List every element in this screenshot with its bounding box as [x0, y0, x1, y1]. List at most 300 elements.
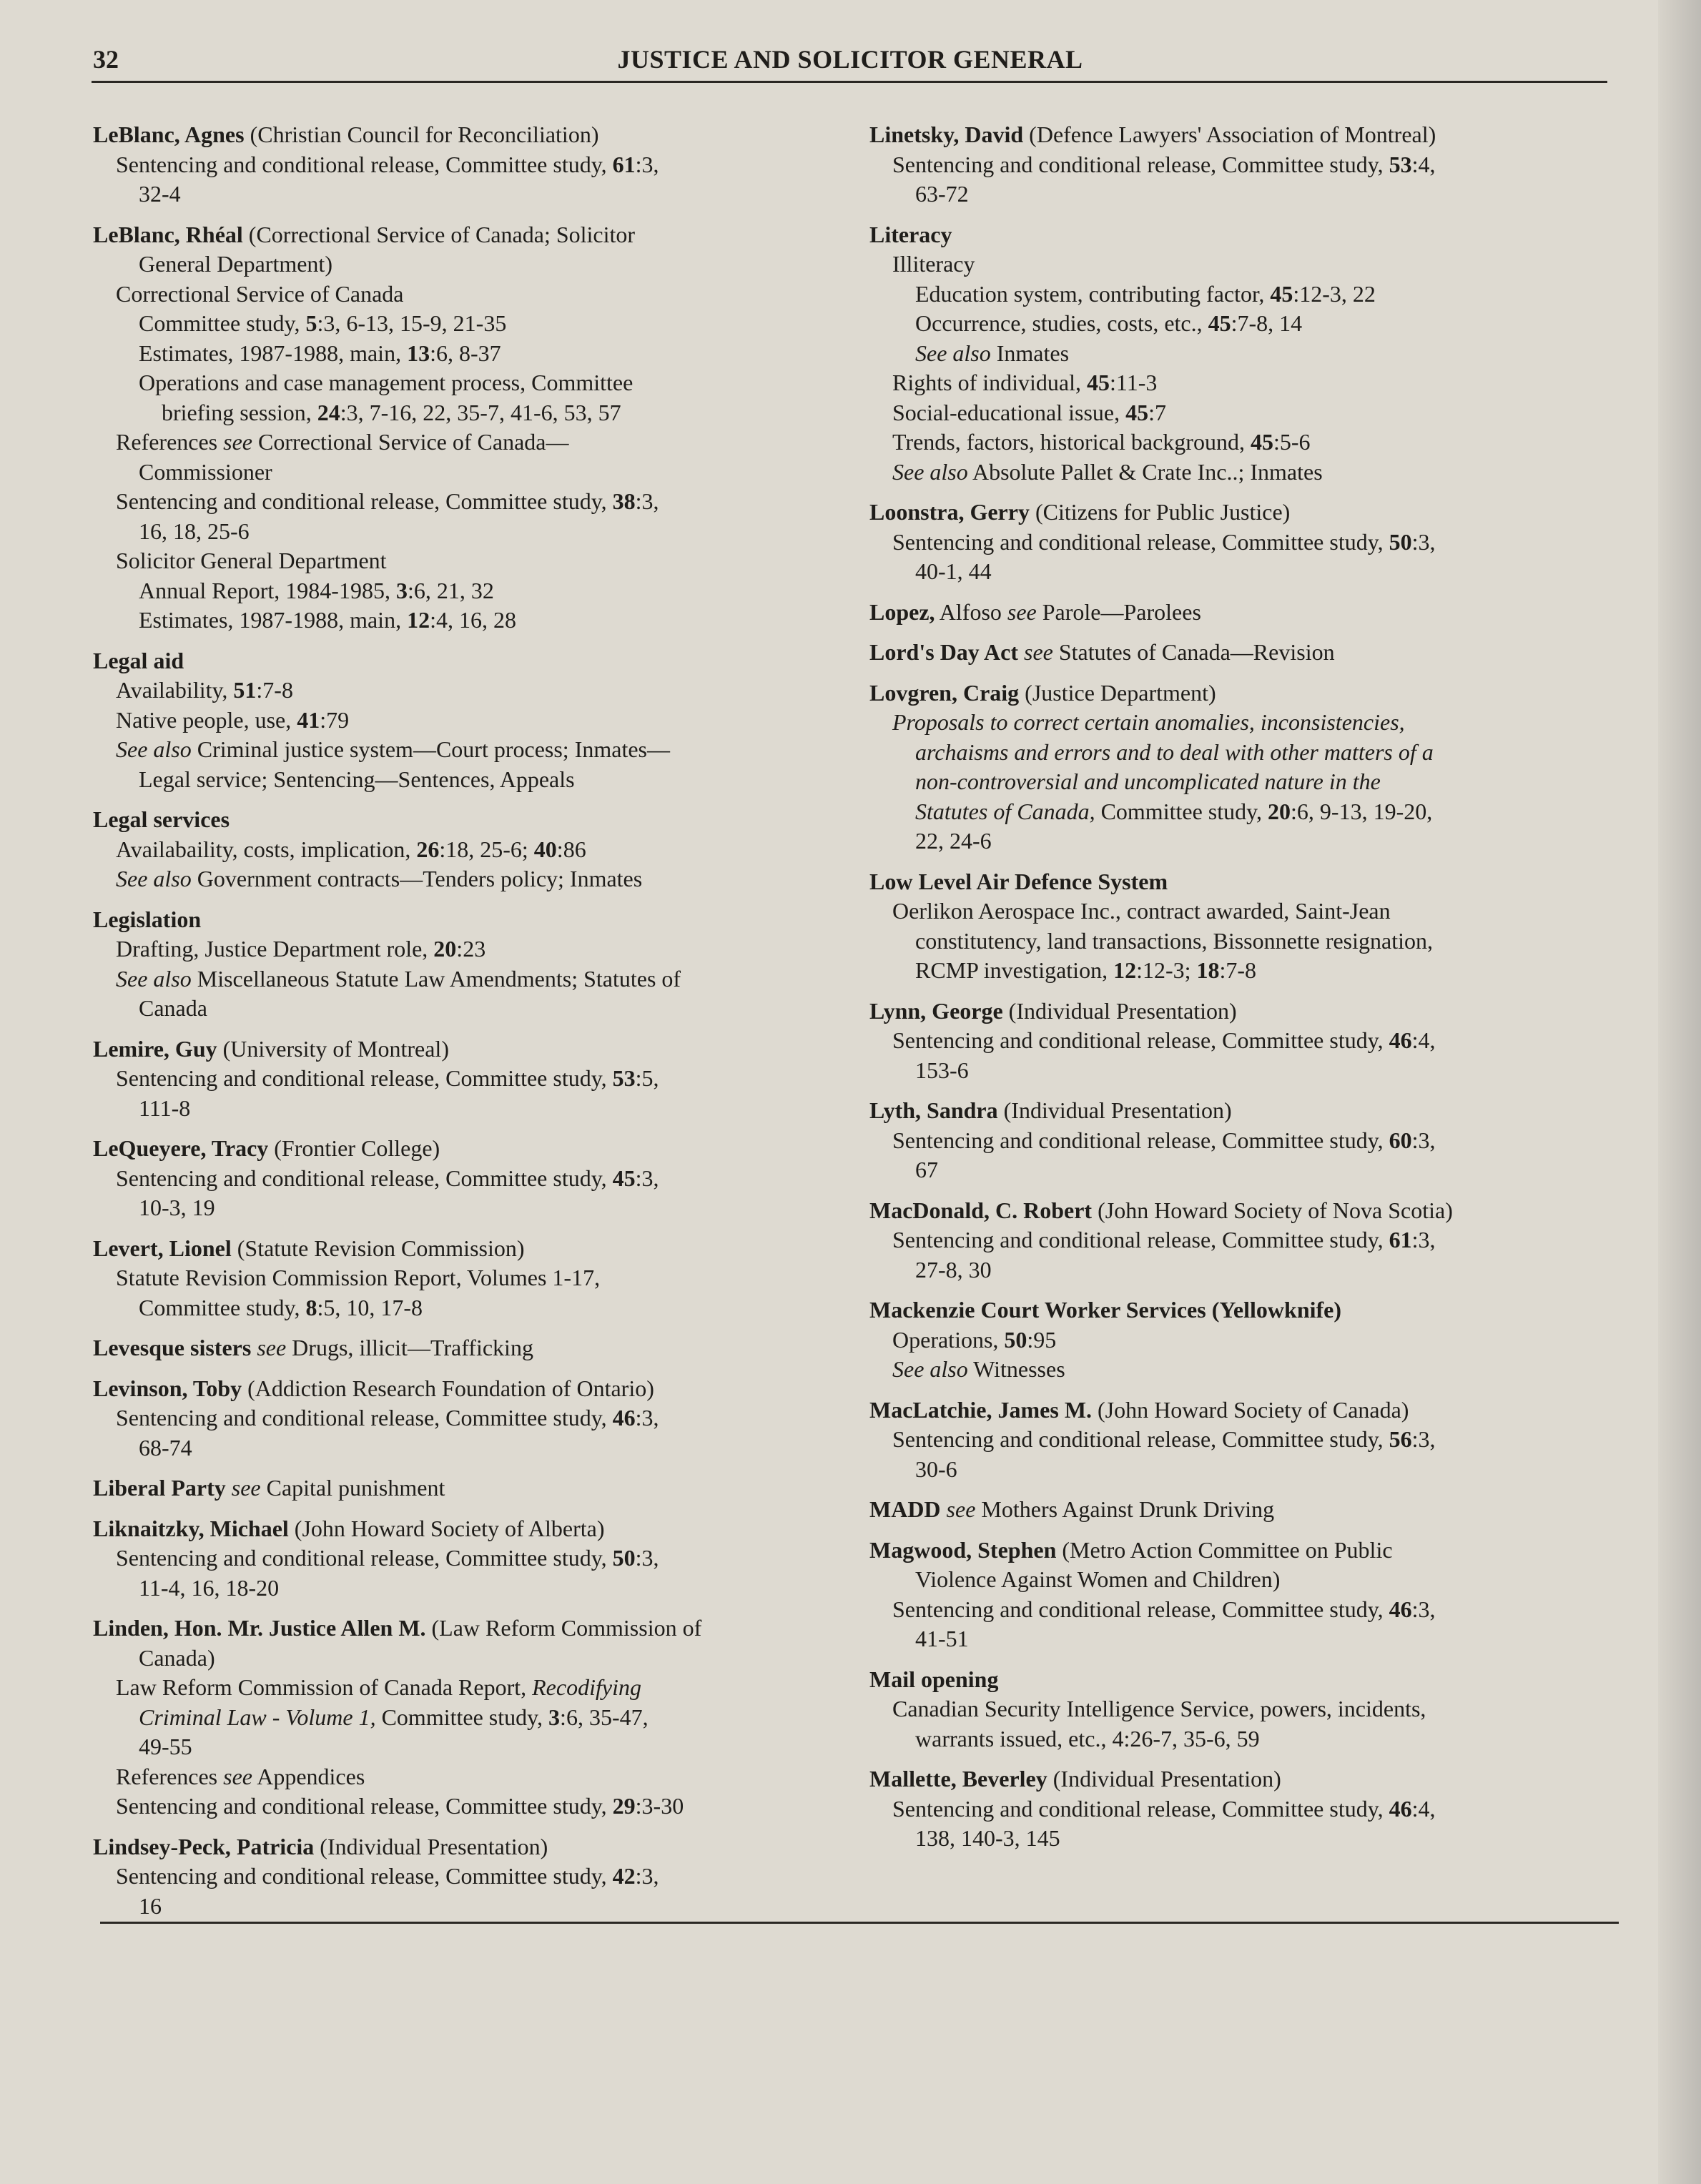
text: (Correctional Service of Canada; Solicitor: [242, 221, 636, 247]
index-subentry-line: [869, 1126, 1613, 1156]
index-entry: [93, 805, 851, 894]
bold-text: 3: [395, 577, 408, 603]
text: (Citizens for Public Justice): [1029, 499, 1291, 525]
index-heading-line: [93, 1514, 851, 1544]
index-entry: [93, 1473, 851, 1503]
bold-text: 38: [612, 488, 636, 514]
index-subentry-line: [93, 735, 851, 765]
index-entry: [93, 120, 851, 209]
text: (Statute Revision Commission): [231, 1235, 525, 1261]
text: Sentencing and conditional release, Committee study,: [892, 1426, 1389, 1452]
bold-text: 45: [612, 1165, 636, 1191]
text: Violence Against Women and Children): [915, 1566, 1281, 1592]
bold-text: 56: [1389, 1426, 1412, 1452]
text: Sentencing and conditional release, Committee study,: [116, 1793, 613, 1819]
page-title: JUSTICE AND SOLICITOR GENERAL: [617, 45, 1083, 74]
index-entry: [93, 1333, 851, 1363]
text: Canada: [139, 995, 207, 1021]
index-heading-line: [869, 1495, 1613, 1525]
text: :3,: [1411, 1426, 1436, 1452]
text: :6, 9-13, 19-20,: [1291, 798, 1433, 824]
index-subentry-line: [93, 458, 851, 488]
text: :3,: [1411, 528, 1436, 555]
italic-text: See also: [116, 965, 192, 992]
text: :3,: [635, 151, 659, 177]
bold-text: Lyth, Sandra: [869, 1097, 998, 1123]
index-entry: [869, 1295, 1613, 1385]
text: (Individual Presentation): [1002, 997, 1237, 1024]
index-subentry-line: [93, 934, 851, 964]
text: Criminal justice system—Court process; Inmates—: [191, 736, 670, 762]
bold-text: 24: [317, 399, 340, 425]
text: Alfoso: [935, 598, 1007, 625]
bold-text: Lynn, George: [869, 997, 1003, 1024]
text: (Individual Presentation): [997, 1097, 1232, 1123]
index-heading-line: [869, 1536, 1613, 1566]
index-subentry-line: [869, 1425, 1613, 1455]
text: Solicitor General Department: [116, 548, 387, 573]
bold-text: LeBlanc, Rhéal: [93, 221, 243, 247]
text: Sentencing and conditional release, Committee study,: [892, 1127, 1389, 1153]
index-entry: [869, 638, 1613, 668]
text: :3,: [635, 1545, 659, 1571]
text: Canadian Security Intelligence Service, powers, incidents,: [892, 1696, 1426, 1721]
text: :6, 8-37: [430, 340, 501, 366]
index-entry: [869, 598, 1613, 628]
text: :3,: [635, 488, 659, 514]
text: :7-8, 14: [1231, 310, 1303, 336]
index-entry: [93, 1832, 851, 1922]
text: :6, 35-47,: [560, 1704, 649, 1730]
italic-text: see: [231, 1475, 261, 1501]
text: :3,: [1411, 1127, 1436, 1153]
index-entry: [93, 1614, 851, 1822]
right-column: [869, 120, 1613, 1864]
index-subentry-line: [93, 368, 851, 398]
text: Sentencing and conditional release, Committee study,: [116, 1545, 613, 1571]
text: Inmates: [990, 340, 1070, 366]
bold-text: 60: [1389, 1127, 1412, 1153]
index-subentry-line: [93, 994, 851, 1024]
text: 63-72: [915, 181, 969, 207]
text: 153-6: [915, 1057, 969, 1083]
bold-text: Levert, Lionel: [93, 1235, 232, 1261]
index-heading-line: [93, 120, 851, 150]
index-heading-line: [93, 905, 851, 935]
text: Annual Report, 1984-1985,: [139, 577, 396, 603]
index-subentry-line: [869, 1355, 1613, 1385]
text: Sentencing and conditional release, Committee study,: [116, 1165, 613, 1191]
bold-text: 12: [1113, 957, 1137, 983]
index-subentry-line: [93, 1762, 851, 1792]
text: 16: [139, 1892, 162, 1919]
index-subentry-line: [869, 458, 1613, 488]
index-subentry-line: [93, 150, 851, 180]
bold-text: 51: [233, 677, 257, 703]
index-subentry-line: [869, 428, 1613, 458]
index-subentry-line: [869, 1824, 1613, 1854]
index-subentry-line: [93, 1573, 851, 1604]
text: :5, 10, 17-8: [317, 1294, 423, 1320]
text: Education system, contributing factor,: [915, 280, 1271, 307]
index-heading-line: [93, 1034, 851, 1064]
text: 111-8: [139, 1095, 191, 1121]
bold-text: 12: [407, 607, 430, 633]
page-edge-shadow: [1658, 0, 1701, 2184]
bold-text: Mackenzie Court Worker Services (Yellowknife): [869, 1297, 1342, 1323]
index-subentry-line: [869, 708, 1613, 738]
index-entry: [93, 905, 851, 1024]
text: Sentencing and conditional release, Committee study,: [116, 1405, 613, 1431]
text: Parole—Parolees: [1036, 598, 1201, 625]
index-subentry-line: [869, 339, 1613, 369]
bold-text: MacLatchie, James M.: [869, 1396, 1093, 1423]
page-number: 32: [93, 45, 119, 74]
index-heading-line: [869, 1096, 1613, 1126]
index-subentry-line: [93, 1293, 851, 1323]
index-heading-line: [869, 120, 1613, 150]
italic-text: see: [223, 1763, 252, 1789]
index-subentry-line: [869, 557, 1613, 587]
bold-text: Lemire, Guy: [93, 1035, 217, 1062]
index-subentry-line: [869, 738, 1613, 768]
bold-text: 8: [305, 1294, 317, 1320]
header-rule: [92, 81, 1607, 83]
text: :6, 21, 32: [407, 577, 494, 603]
bold-text: 46: [1389, 1027, 1412, 1053]
italic-text: See also: [116, 866, 192, 891]
text: constitutency, land transactions, Bissonnette resignation,: [915, 927, 1433, 954]
index-heading-line: [869, 1764, 1613, 1794]
text: Statutes of Canada—Revision: [1052, 639, 1335, 665]
bold-text: 46: [1389, 1795, 1412, 1822]
bold-text: 45: [1087, 370, 1110, 395]
text: References: [116, 1763, 224, 1789]
bold-text: Magwood, Stephen: [869, 1536, 1057, 1563]
index-entry: [93, 1514, 851, 1604]
text: Mothers Against Drunk Driving: [975, 1496, 1275, 1522]
bold-text: 42: [612, 1863, 636, 1889]
index-heading-line: [869, 1395, 1613, 1425]
index-heading-line: [93, 1614, 851, 1644]
index-subentry-line: [869, 1694, 1613, 1724]
text: Capital punishment: [260, 1475, 445, 1501]
index-heading-line: [93, 1374, 851, 1404]
text: 49-55: [139, 1734, 192, 1759]
text: Trends, factors, historical background,: [892, 429, 1251, 455]
index-heading-line: [869, 638, 1613, 668]
text: :3,: [635, 1863, 659, 1889]
text: :23: [456, 936, 486, 962]
text: Sentencing and conditional release, Committee study,: [892, 1596, 1389, 1622]
index-subentry-line: [869, 1624, 1613, 1654]
bold-text: MADD: [869, 1496, 941, 1522]
index-entry: [869, 1764, 1613, 1854]
index-subentry-line: [869, 398, 1613, 428]
index-subentry-line: [93, 546, 851, 576]
text: Correctional Service of Canada: [116, 280, 404, 307]
index-entry: [869, 1665, 1613, 1754]
text: (Christian Council for Reconciliation): [244, 122, 599, 147]
text: (Individual Presentation): [1047, 1766, 1281, 1792]
text: :3,: [635, 1405, 659, 1431]
italic-text: Recodifying: [532, 1674, 641, 1700]
italic-text: See also: [915, 340, 991, 366]
bold-text: Lopez,: [869, 598, 935, 625]
index-subentry-line: [93, 1193, 851, 1223]
bold-text: 20: [433, 936, 457, 962]
index-subentry-line: [93, 676, 851, 706]
text: :4,: [1411, 151, 1436, 177]
text: :18, 25-6;: [439, 836, 534, 862]
index-subentry-line: [869, 1455, 1613, 1485]
index-entry: [93, 220, 851, 636]
text: Miscellaneous Statute Law Amendments; Statutes of: [191, 965, 681, 992]
text: (Defence Lawyers' Association of Montreal): [1023, 122, 1436, 147]
index-heading-line: [869, 997, 1613, 1027]
text: :5,: [635, 1065, 659, 1091]
index-subentry-line: [93, 1263, 851, 1293]
text: :3,: [635, 1165, 659, 1191]
index-entry: [869, 997, 1613, 1086]
text: 40-1, 44: [915, 558, 992, 584]
index-heading-line: [93, 220, 851, 250]
index-entry: [93, 1234, 851, 1323]
text: Law Reform Commission of Canada Report,: [116, 1674, 533, 1700]
index-subentry-line: [93, 487, 851, 517]
index-heading-line: [93, 1473, 851, 1503]
text: Sentencing and conditional release, Committee study,: [116, 488, 613, 514]
text: Illiteracy: [892, 251, 975, 277]
text: (Individual Presentation): [314, 1833, 548, 1859]
index-heading-line: [869, 1665, 1613, 1695]
text: :12-3;: [1136, 957, 1197, 983]
bold-text: Levinson, Toby: [93, 1375, 242, 1401]
bold-text: Legislation: [93, 906, 202, 932]
text: 11-4, 16, 18-20: [139, 1574, 280, 1601]
bold-text: 50: [1004, 1326, 1027, 1353]
bold-text: 61: [1389, 1227, 1412, 1252]
italic-text: Criminal Law - Volume 1,: [139, 1704, 376, 1730]
bold-text: 46: [1389, 1596, 1412, 1622]
index-subentry-line: [93, 1703, 851, 1733]
text: Estimates, 1987-1988, main,: [139, 607, 408, 633]
text: Availability,: [116, 677, 234, 703]
index-subentry-line: [93, 706, 851, 736]
text: (Frontier College): [268, 1135, 440, 1161]
text: (Metro Action Committee on Public: [1056, 1536, 1393, 1563]
index-subentry-line: [869, 1595, 1613, 1625]
index-subentry-line: [93, 1094, 851, 1124]
italic-text: see: [223, 429, 252, 455]
text: :7-8: [256, 677, 293, 703]
text: briefing session,: [162, 399, 317, 425]
bold-text: MacDonald, C. Robert: [869, 1197, 1093, 1223]
bold-text: Linden, Hon. Mr. Justice Allen M.: [93, 1615, 426, 1641]
bold-text: 26: [416, 836, 440, 862]
index-subentry-line: [93, 1164, 851, 1194]
text: :5-6: [1273, 429, 1311, 455]
index-entry: [869, 120, 1613, 209]
text: RCMP investigation,: [915, 957, 1114, 983]
page-header: [93, 44, 1607, 79]
bold-text: 45: [1125, 399, 1149, 425]
index-heading-line: [869, 1295, 1613, 1325]
text: :86: [556, 836, 586, 862]
text: General Department): [139, 251, 332, 277]
index-entry: [869, 220, 1613, 488]
italic-text: Statutes of Canada,: [915, 798, 1095, 824]
text: Sentencing and conditional release, Committee study,: [892, 1027, 1389, 1053]
index-subentry-line: [869, 1155, 1613, 1185]
text: Committee study,: [375, 1704, 549, 1730]
text: References: [116, 429, 224, 455]
italic-text: See also: [892, 1356, 968, 1382]
text: Canada): [139, 1644, 215, 1671]
index-subentry-line: [93, 1862, 851, 1892]
text: 138, 140-3, 145: [915, 1825, 1060, 1851]
bold-text: Low Level Air Defence System: [869, 868, 1168, 894]
text: 68-74: [139, 1434, 192, 1461]
text: Rights of individual,: [892, 370, 1087, 395]
index-heading-line: [93, 805, 851, 835]
text: Oerlikon Aerospace Inc., contract awarded, Saint-Jean: [892, 898, 1391, 924]
index-subentry-line: [93, 249, 851, 280]
index-subentry-line: [869, 1565, 1613, 1595]
index-subentry-line: [93, 398, 851, 428]
bold-text: 53: [1389, 151, 1412, 177]
bold-text: LeBlanc, Agnes: [93, 122, 245, 147]
text: Drugs, illicit—Trafficking: [286, 1335, 533, 1360]
index-subentry-line: [93, 1792, 851, 1822]
left-column: [93, 120, 851, 1932]
text: :3,: [1411, 1596, 1436, 1622]
text: :95: [1027, 1326, 1057, 1353]
index-heading-line: [869, 1196, 1613, 1226]
index-subentry-line: [93, 517, 851, 547]
text: 41-51: [915, 1626, 969, 1651]
text: warrants issued, etc., 4:26-7, 35-6, 59: [915, 1725, 1260, 1751]
text: Sentencing and conditional release, Committee study,: [892, 1795, 1389, 1822]
text: :3-30: [635, 1793, 684, 1819]
text: :79: [320, 706, 350, 733]
index-entry: [869, 1196, 1613, 1285]
text: (University of Montreal): [217, 1035, 449, 1062]
index-subentry-line: [93, 1892, 851, 1922]
footer-rule: [100, 1922, 1619, 1924]
bold-text: Literacy: [869, 221, 952, 247]
text: Sentencing and conditional release, Committee study,: [116, 1863, 613, 1889]
text: Operations and case management process, Committee: [139, 370, 633, 395]
index-subentry-line: [869, 1056, 1613, 1086]
bold-text: Lindsey-Peck, Patricia: [93, 1833, 315, 1859]
index-subentry-line: [93, 339, 851, 369]
index-heading-line: [93, 1134, 851, 1164]
index-subentry-line: [93, 1543, 851, 1573]
text: Social-educational issue,: [892, 399, 1126, 425]
index-subentry-line: [869, 767, 1613, 797]
bold-text: 29: [612, 1793, 636, 1819]
text: :4,: [1411, 1795, 1436, 1822]
index-entry: [869, 1096, 1613, 1185]
index-heading-line: [93, 1234, 851, 1264]
bold-text: 50: [612, 1545, 636, 1571]
index-heading-line: [869, 678, 1613, 708]
text: Absolute Pallet & Crate Inc..; Inmates: [967, 458, 1323, 485]
text: (Law Reform Commission of: [425, 1615, 702, 1641]
bold-text: Linetsky, David: [869, 122, 1024, 147]
index-entry: [93, 646, 851, 795]
text: Committee study,: [139, 1294, 306, 1320]
bold-text: 41: [297, 706, 320, 733]
index-entry: [93, 1134, 851, 1223]
index-heading-line: [93, 646, 851, 676]
index-subentry-line: [93, 179, 851, 209]
text: Sentencing and conditional release, Committee study,: [892, 151, 1389, 177]
index-subentry-line: [93, 765, 851, 795]
index-heading-line: [869, 867, 1613, 897]
bold-text: 20: [1268, 798, 1291, 824]
index-subentry-line: [93, 576, 851, 606]
text: (Addiction Research Foundation of Ontario): [242, 1375, 654, 1401]
index-subentry-line: [93, 964, 851, 994]
text: Commissioner: [139, 458, 272, 485]
text: [1018, 639, 1024, 665]
index-subentry-line: [869, 896, 1613, 927]
bold-text: Liknaitzky, Michael: [93, 1515, 289, 1541]
text: 67: [915, 1157, 938, 1182]
text: 27-8, 30: [915, 1256, 992, 1283]
index-subentry-line: [93, 864, 851, 894]
text: :11-3: [1110, 370, 1158, 395]
text: Availabaility, costs, implication,: [116, 836, 417, 862]
index-subentry-line: [93, 280, 851, 310]
index-subentry-line: [869, 797, 1613, 827]
index-subentry-line: [93, 309, 851, 339]
bold-text: 3: [548, 1704, 561, 1730]
index-subentry-line: [869, 150, 1613, 180]
bold-text: 61: [612, 151, 636, 177]
index-subentry-line: [869, 280, 1613, 310]
text: Drafting, Justice Department role,: [116, 936, 434, 962]
text: Correctional Service of Canada—: [252, 429, 569, 455]
index-heading-line: [869, 220, 1613, 250]
text: Government contracts—Tenders policy; Inmates: [191, 866, 643, 891]
italic-text: non-controversial and uncomplicated nature in the: [915, 769, 1381, 794]
index-subentry-line: [869, 1225, 1613, 1255]
text: :3,: [1411, 1227, 1436, 1252]
italic-text: See also: [116, 736, 192, 762]
italic-text: see: [946, 1496, 976, 1522]
bold-text: Legal aid: [93, 647, 184, 673]
index-subentry-line: [93, 835, 851, 865]
index-subentry-line: [869, 826, 1613, 856]
bold-text: 13: [407, 340, 430, 366]
italic-text: archaisms and errors and to deal with other matters of a: [915, 738, 1434, 765]
bold-text: Mail opening: [869, 1666, 999, 1692]
italic-text: see: [1007, 598, 1037, 625]
bold-text: Loonstra, Gerry: [869, 499, 1030, 525]
text: Native people, use,: [116, 706, 297, 733]
text: 16, 18, 25-6: [139, 518, 250, 544]
index-subentry-line: [93, 606, 851, 636]
index-entry: [93, 1374, 851, 1463]
index-subentry-line: [869, 1724, 1613, 1754]
bold-text: 45: [1208, 310, 1231, 336]
bold-text: 5: [305, 310, 317, 336]
index-heading-line: [93, 1333, 851, 1363]
text: 30-6: [915, 1456, 957, 1482]
